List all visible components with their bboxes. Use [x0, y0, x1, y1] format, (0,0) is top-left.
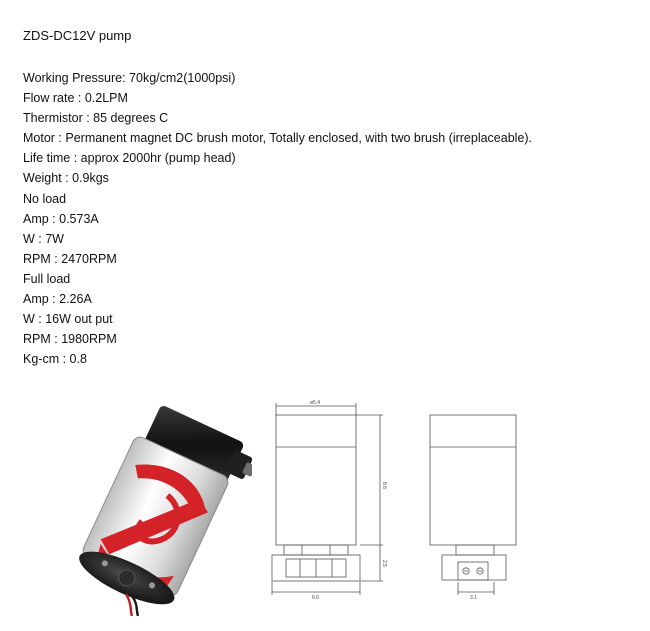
spec-motor: Motor : Permanent magnet DC brush motor, Totally enclosed, with two brush (irreplaceable). [23, 131, 533, 146]
spec-no-load-heading: No load [23, 191, 67, 206]
side-view-body [430, 415, 516, 545]
red-wire [126, 594, 132, 616]
side-width-label: 3.1 [470, 595, 477, 601]
spec-full-load-amp: Amp : 2.26A [23, 292, 92, 307]
spec-no-load-rpm: RPM : 2470RPM [23, 251, 117, 266]
side-view [430, 415, 516, 595]
spec-full-load-rpm: RPM : 1980RPM [23, 332, 117, 347]
spec-torque: Kg-cm : 0.8 [23, 352, 87, 367]
pump-body [73, 400, 252, 616]
height-label: 8.6 [381, 482, 387, 489]
spec-thermistor: Thermistor : 85 degrees C [23, 111, 169, 126]
side-view-neck [456, 545, 494, 555]
spec-weight: Weight : 0.9kgs [23, 171, 109, 186]
technical-drawing [262, 396, 532, 602]
spec-working-pressure: Working Pressure: 70kg/cm2(1000psi) [23, 71, 236, 85]
spec-list [23, 68, 532, 369]
top-width-label: ø5.4 [310, 400, 321, 406]
front-view-body [276, 415, 356, 545]
spec-full-load-heading: Full load [23, 271, 71, 286]
spec-life-time: Life time : approx 2000hr (pump head) [23, 151, 236, 166]
front-view-neck [284, 545, 348, 555]
spec-full-load-watt: W : 16W out put [23, 312, 113, 327]
side-view-base [442, 555, 506, 580]
pump-photo [62, 398, 252, 616]
spec-flow-rate: Flow rate : 0.2LPM [23, 91, 128, 106]
document-title: ZDS-DC12V pump [23, 28, 132, 43]
spec-no-load-watt: W : 7W [23, 231, 64, 246]
bottom-width-label: 6.0 [312, 595, 319, 601]
spec-no-load-amp: Amp : 0.573A [23, 211, 99, 226]
base-height-label: 2.5 [381, 560, 387, 567]
front-view [272, 403, 383, 595]
